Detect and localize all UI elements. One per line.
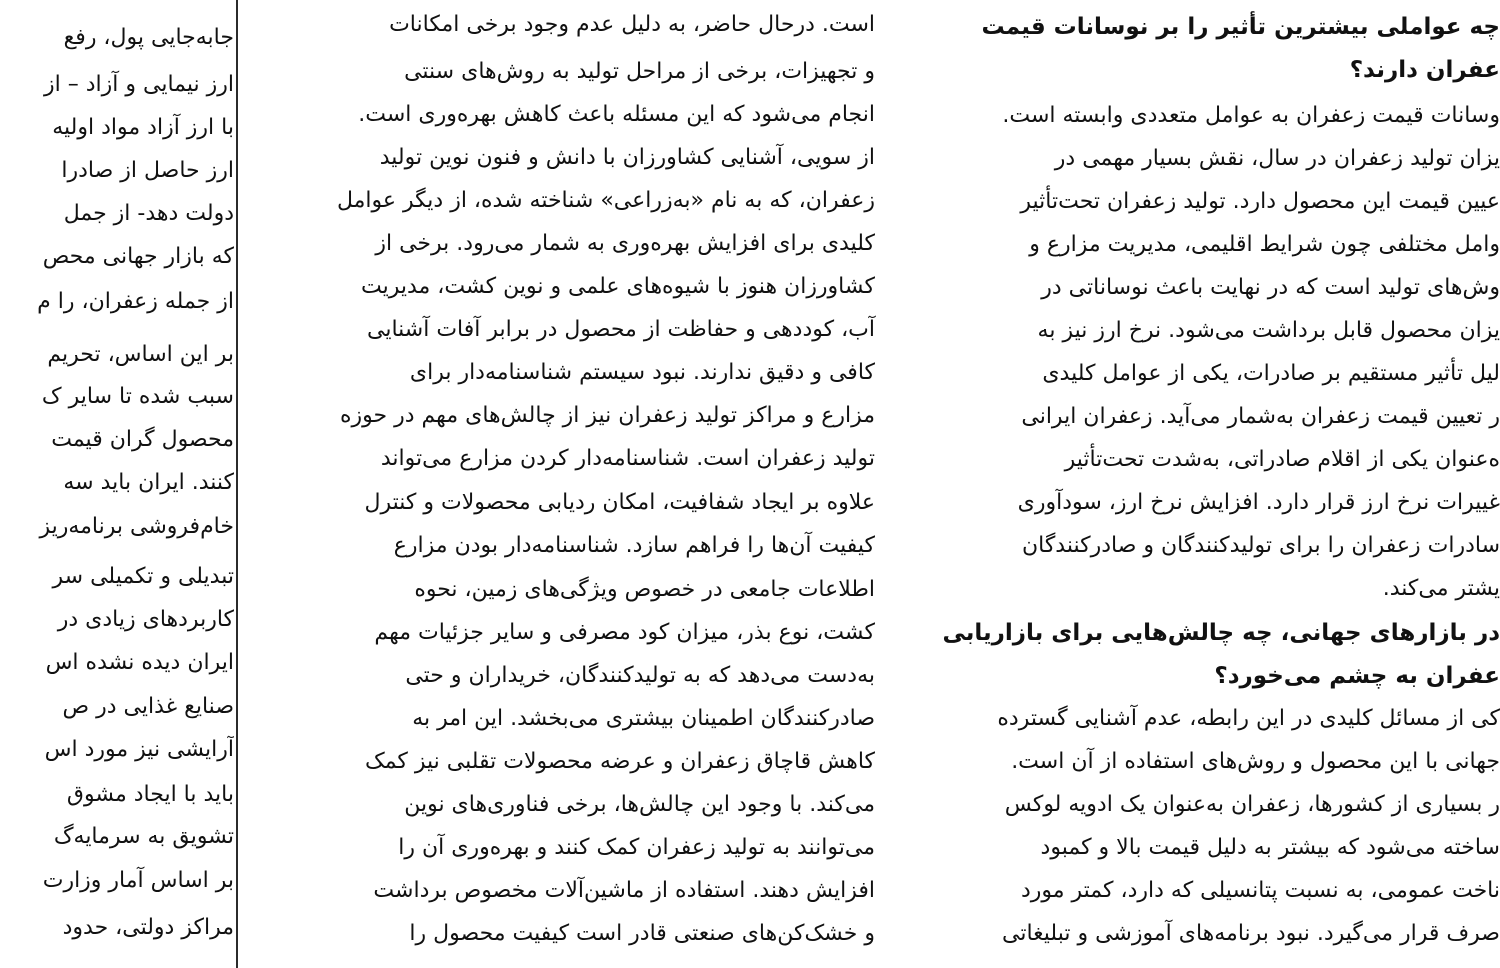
text-line: کاربردهای زیادی در (57, 607, 234, 632)
text-line: یزان تولید زعفران در سال، نقش بسیار مهمی در (1054, 146, 1500, 171)
text-line: ارز نیمایی و آزاد – از (44, 72, 234, 97)
text-line: افزایش دهند. استفاده از ماشین‌آلات مخصوص برداشت (373, 878, 875, 903)
text-line: جابه‌جایی پول، رفع (63, 25, 234, 50)
text-line: خام‌فروشی برنامه‌ریز (39, 514, 234, 539)
text-line: دولت دهد- از جمل (63, 201, 234, 226)
text-line: انجام می‌شود که این مسئله باعث کاهش بهره‌وری است. (358, 102, 875, 127)
text-line: کی از مسائل کلیدی در این رابطه، عدم آشنایی گسترده (997, 706, 1500, 731)
text-line: یزان محصول قابل برداشت می‌شود. نرخ ارز نیز به (1037, 318, 1500, 343)
section-heading-line: در بازارهای جهانی، چه چالش‌هایی برای بازاریابی (942, 620, 1500, 646)
text-line: و خشک‌کن‌های صنعتی قادر است کیفیت محصول را (409, 921, 875, 946)
text-line: می‌توانند به تولید زعفران کمک کنند و بهره‌وری آن را (398, 835, 875, 860)
text-line: بر اساس آمار وزارت (42, 868, 234, 893)
text-line: ایران دیده نشده اس (45, 650, 234, 675)
text-line: کشت، نوع بذر، میزان کود مصرفی و سایر جزئیات مهم (374, 620, 875, 645)
text-line: محصول گران قیمت (51, 427, 234, 452)
text-line: کیفیت آن‌ها را فراهم سازد. شناسنامه‌دار بودن مزارع (393, 533, 875, 558)
text-line: وامل مختلفی چون شرایط اقلیمی، مدیریت مزارع و (1029, 232, 1500, 257)
text-line: با ارز آزاد مواد اولیه (52, 115, 234, 140)
text-line: کنند. ایران باید سه (63, 470, 234, 495)
left-column (0, 0, 234, 968)
text-line: سبب شده تا سایر ک (41, 384, 234, 409)
text-line: کافی و دقیق ندارند. نبود سیستم شناسنامه‌دار برای (409, 360, 875, 385)
text-line: به‌دست می‌دهد که به تولیدکنندگان، خریداران و حتی (405, 663, 875, 688)
text-line: کشاورزان هنوز با شیوه‌های علمی و نوین کشت، مدیریت (360, 274, 875, 299)
text-line: مزارع و مراکز تولید زعفران نیز از چالش‌های مهم در حوزه (340, 403, 875, 428)
text-line: ر بسیاری از کشورها، زعفران به‌عنوان یک ادویه لوکس (1004, 792, 1500, 817)
text-line: است. درحال حاضر، به دلیل عدم وجود برخی امکانات (389, 12, 875, 37)
text-line: زعفران، که به نام «به‌زراعی» شناخته شده، از دیگر عوامل (336, 188, 875, 213)
text-line: یشتر می‌کند. (1382, 576, 1500, 601)
text-line: از سویی، آشنایی کشاورزان با دانش و فنون نوین تولید (379, 145, 875, 170)
text-line: باید با ایجاد مشوق (66, 782, 234, 807)
section-heading-line: عفران به چشم می‌خورد؟ (1214, 663, 1500, 689)
right-column (918, 0, 1500, 968)
column-divider-left (236, 0, 238, 968)
text-line: صرف قرار می‌گیرد. نبود برنامه‌های آموزشی و تبلیغاتی (1002, 921, 1500, 946)
text-line: ارز حاصل از صادرا (61, 158, 234, 183)
text-line: ر تعیین قیمت زعفران به‌شمار می‌آید. زعفران ایرانی (1021, 404, 1500, 429)
section-heading-line: چه عواملی بیشترین تأثیر را بر نوسانات قیمت (981, 14, 1500, 40)
text-line: ناخت عمومی، به نسبت پتانسیلی که دارد، کمتر مورد (1020, 878, 1500, 903)
text-line: آب، کوددهی و حفاظت از محصول در برابر آفات آشنایی (367, 317, 875, 342)
text-line: تشویق به سرمایه‌گ (53, 824, 234, 849)
text-line: علاوه بر ایجاد شفافیت، امکان ردیابی محصولات و کنترل (364, 490, 875, 515)
text-line: جهانی با این محصول و روش‌های استفاده از آن است. (1011, 749, 1500, 774)
text-line: وسانات قیمت زعفران به عوامل متعددی وابسته است. (1002, 103, 1500, 128)
text-line: ساخته می‌شود که بیشتر به دلیل قیمت بالا و کمبود (1040, 835, 1500, 860)
text-line: که بازار جهانی محص (42, 244, 234, 269)
text-line: تولید زعفران است. شناسنامه‌دار کردن مزارع می‌تواند (380, 446, 875, 471)
text-line: غییرات نرخ ارز قرار دارد. افزایش نرخ ارز، سودآوری (1017, 490, 1500, 515)
section-heading-line: عفران دارند؟ (1349, 57, 1500, 83)
text-line: سادرات زعفران را برای تولیدکنندگان و صادرکنندگان (1021, 533, 1500, 558)
text-line: لیل تأثیر مستقیم بر صادرات، یکی از عوامل کلیدی (1042, 361, 1500, 386)
text-line: می‌کند. با وجود این چالش‌ها، برخی فناوری‌های نوین (404, 792, 875, 817)
text-line: آرایشی نیز مورد اس (44, 737, 234, 762)
text-line: مراکز دولتی، حدود (62, 915, 234, 940)
text-line: از جمله زعفران، را م (37, 289, 234, 314)
middle-column (260, 0, 890, 968)
text-line: وش‌های تولید است که در نهایت باعث نوساناتی در (1041, 275, 1500, 300)
text-line: عیین قیمت این محصول دارد. تولید زعفران تحت‌تأثیر (1020, 189, 1500, 214)
text-line: صنایع غذایی در ص (62, 694, 234, 719)
text-line: صادرکنندگان اطمینان بیشتری می‌بخشد. این امر به (412, 706, 875, 731)
text-line: کاهش قاچاق زعفران و عرضه محصولات تقلبی نیز کمک (365, 749, 875, 774)
text-line: تبدیلی و تکمیلی سر (52, 564, 234, 589)
text-line: ه‌عنوان یکی از اقلام صادراتی، به‌شدت تحت‌تأثیر (1064, 447, 1500, 472)
text-line: بر این اساس، تحریم (47, 342, 234, 367)
text-line: اطلاعات جامعی در خصوص ویژگی‌های زمین، نحوه (414, 577, 875, 602)
text-line: کلیدی برای افزایش بهره‌وری به شمار می‌رود. برخی از (375, 231, 875, 256)
text-line: و تجهیزات، برخی از مراحل تولید به روش‌های سنتی (404, 59, 875, 84)
